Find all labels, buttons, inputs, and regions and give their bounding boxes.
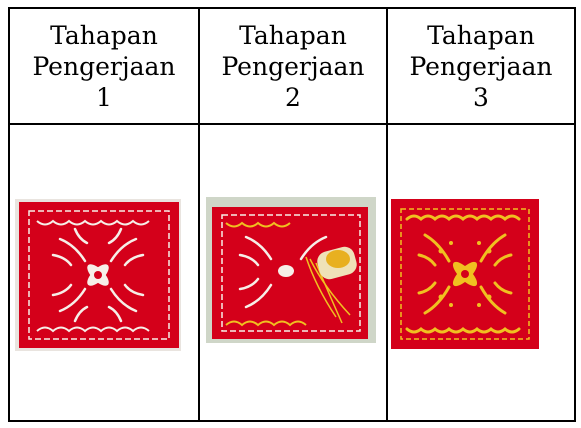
- header-stage-3-text: Tahapan Pengerjaan 3: [409, 20, 553, 112]
- header-stage-3: [388, 9, 574, 123]
- stages-table: [8, 7, 576, 422]
- header-stage-2-text: Tahapan Pengerjaan 2: [221, 20, 365, 112]
- stage-1-embroidery-image: [15, 199, 181, 351]
- stage-3-embroidery-image: [391, 199, 539, 349]
- header-stage-1: [10, 9, 198, 123]
- header-divider: [10, 123, 574, 125]
- header-stage-1-text: Tahapan Pengerjaan 1: [32, 20, 176, 112]
- header-stage-2: [200, 9, 386, 123]
- stage-2-embroidery-image: [206, 197, 376, 343]
